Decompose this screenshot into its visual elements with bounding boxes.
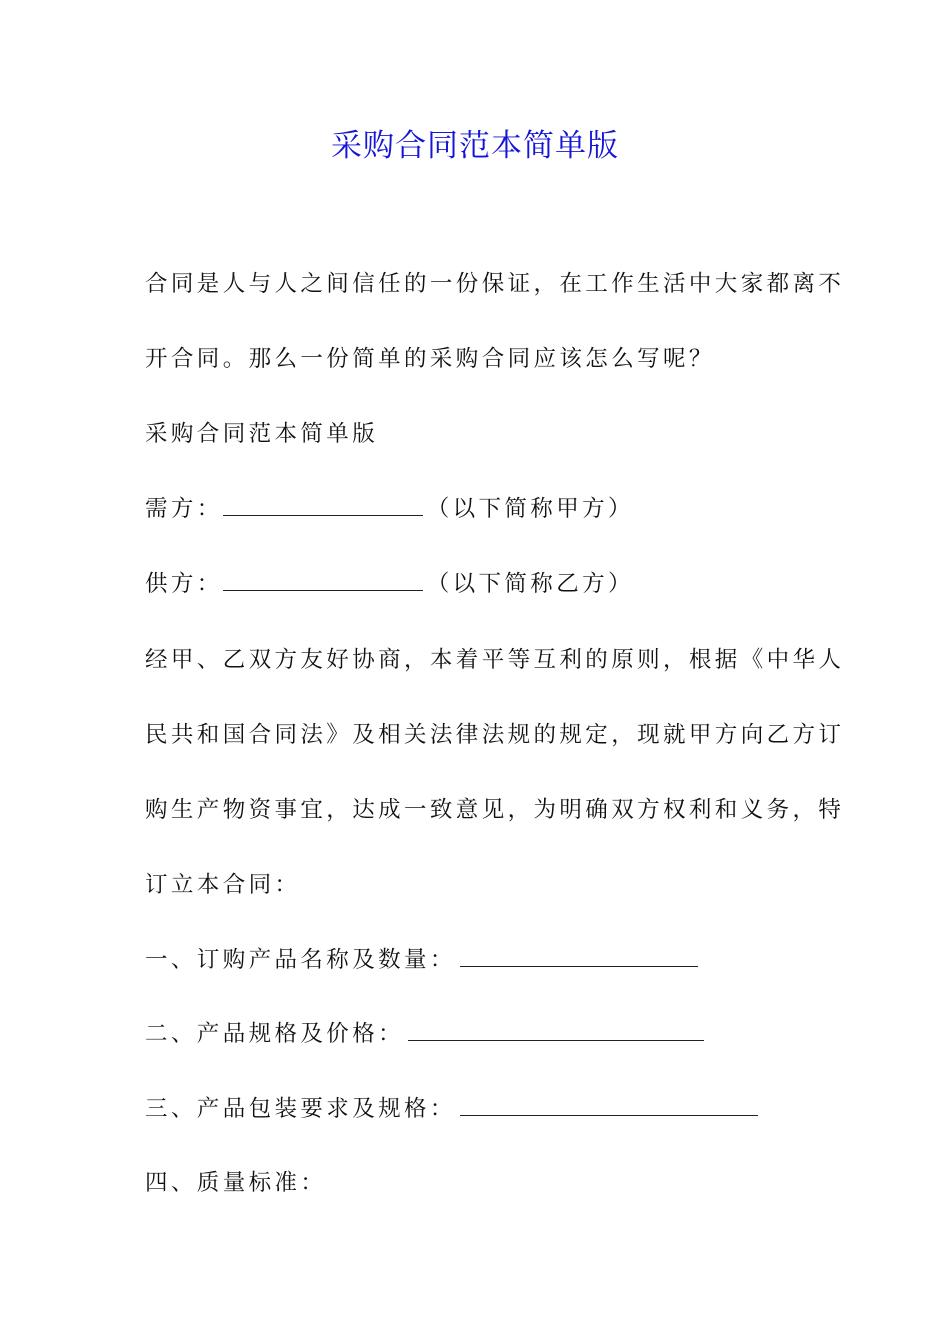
clause-1-blank-field[interactable] xyxy=(460,944,698,967)
seller-blank-field[interactable] xyxy=(223,568,423,591)
clause-2-blank-field[interactable] xyxy=(408,1018,704,1041)
clause-2-row xyxy=(145,1017,708,1051)
intro-line-2: 开合同。那么一份简单的采购合同应该怎么写呢？ xyxy=(145,346,715,372)
buyer-label: 需方： xyxy=(145,496,223,522)
intro-line-1: 合同是人与人之间信任的一份保证，在工作生活中大家都离不 xyxy=(145,271,845,297)
seller-label: 供方： xyxy=(145,571,223,597)
body-line-2: 民共和国合同法》及相关法律法规的规定，现就甲方向乙方订 xyxy=(145,722,845,748)
body-line-4: 订立本合同： xyxy=(145,872,301,898)
buyer-row xyxy=(145,492,634,526)
body-line-3: 购生产物资事宜，达成一致意见，为明确双方权利和义务，特 xyxy=(145,797,845,823)
seller-row xyxy=(145,567,634,601)
section-subtitle: 采购合同范本简单版 xyxy=(145,421,379,447)
clause-3-blank-field[interactable] xyxy=(460,1093,758,1116)
clause-1-label: 一、订购产品名称及数量： xyxy=(145,947,456,973)
clause-1-row xyxy=(145,943,702,977)
buyer-suffix: （以下简称甲方） xyxy=(426,496,634,522)
buyer-blank-field[interactable] xyxy=(223,493,423,516)
clause-2-label: 二、产品规格及价格： xyxy=(145,1021,405,1047)
clause-4-row: 四、质量标准： xyxy=(145,1170,327,1196)
seller-suffix: （以下简称乙方） xyxy=(426,571,634,597)
document-title: 采购合同范本简单版 xyxy=(331,128,619,164)
clause-3-row xyxy=(145,1092,762,1126)
clause-3-label: 三、产品包装要求及规格： xyxy=(145,1096,456,1122)
body-line-1: 经甲、乙双方友好协商，本着平等互利的原则，根据《中华人 xyxy=(145,647,845,673)
